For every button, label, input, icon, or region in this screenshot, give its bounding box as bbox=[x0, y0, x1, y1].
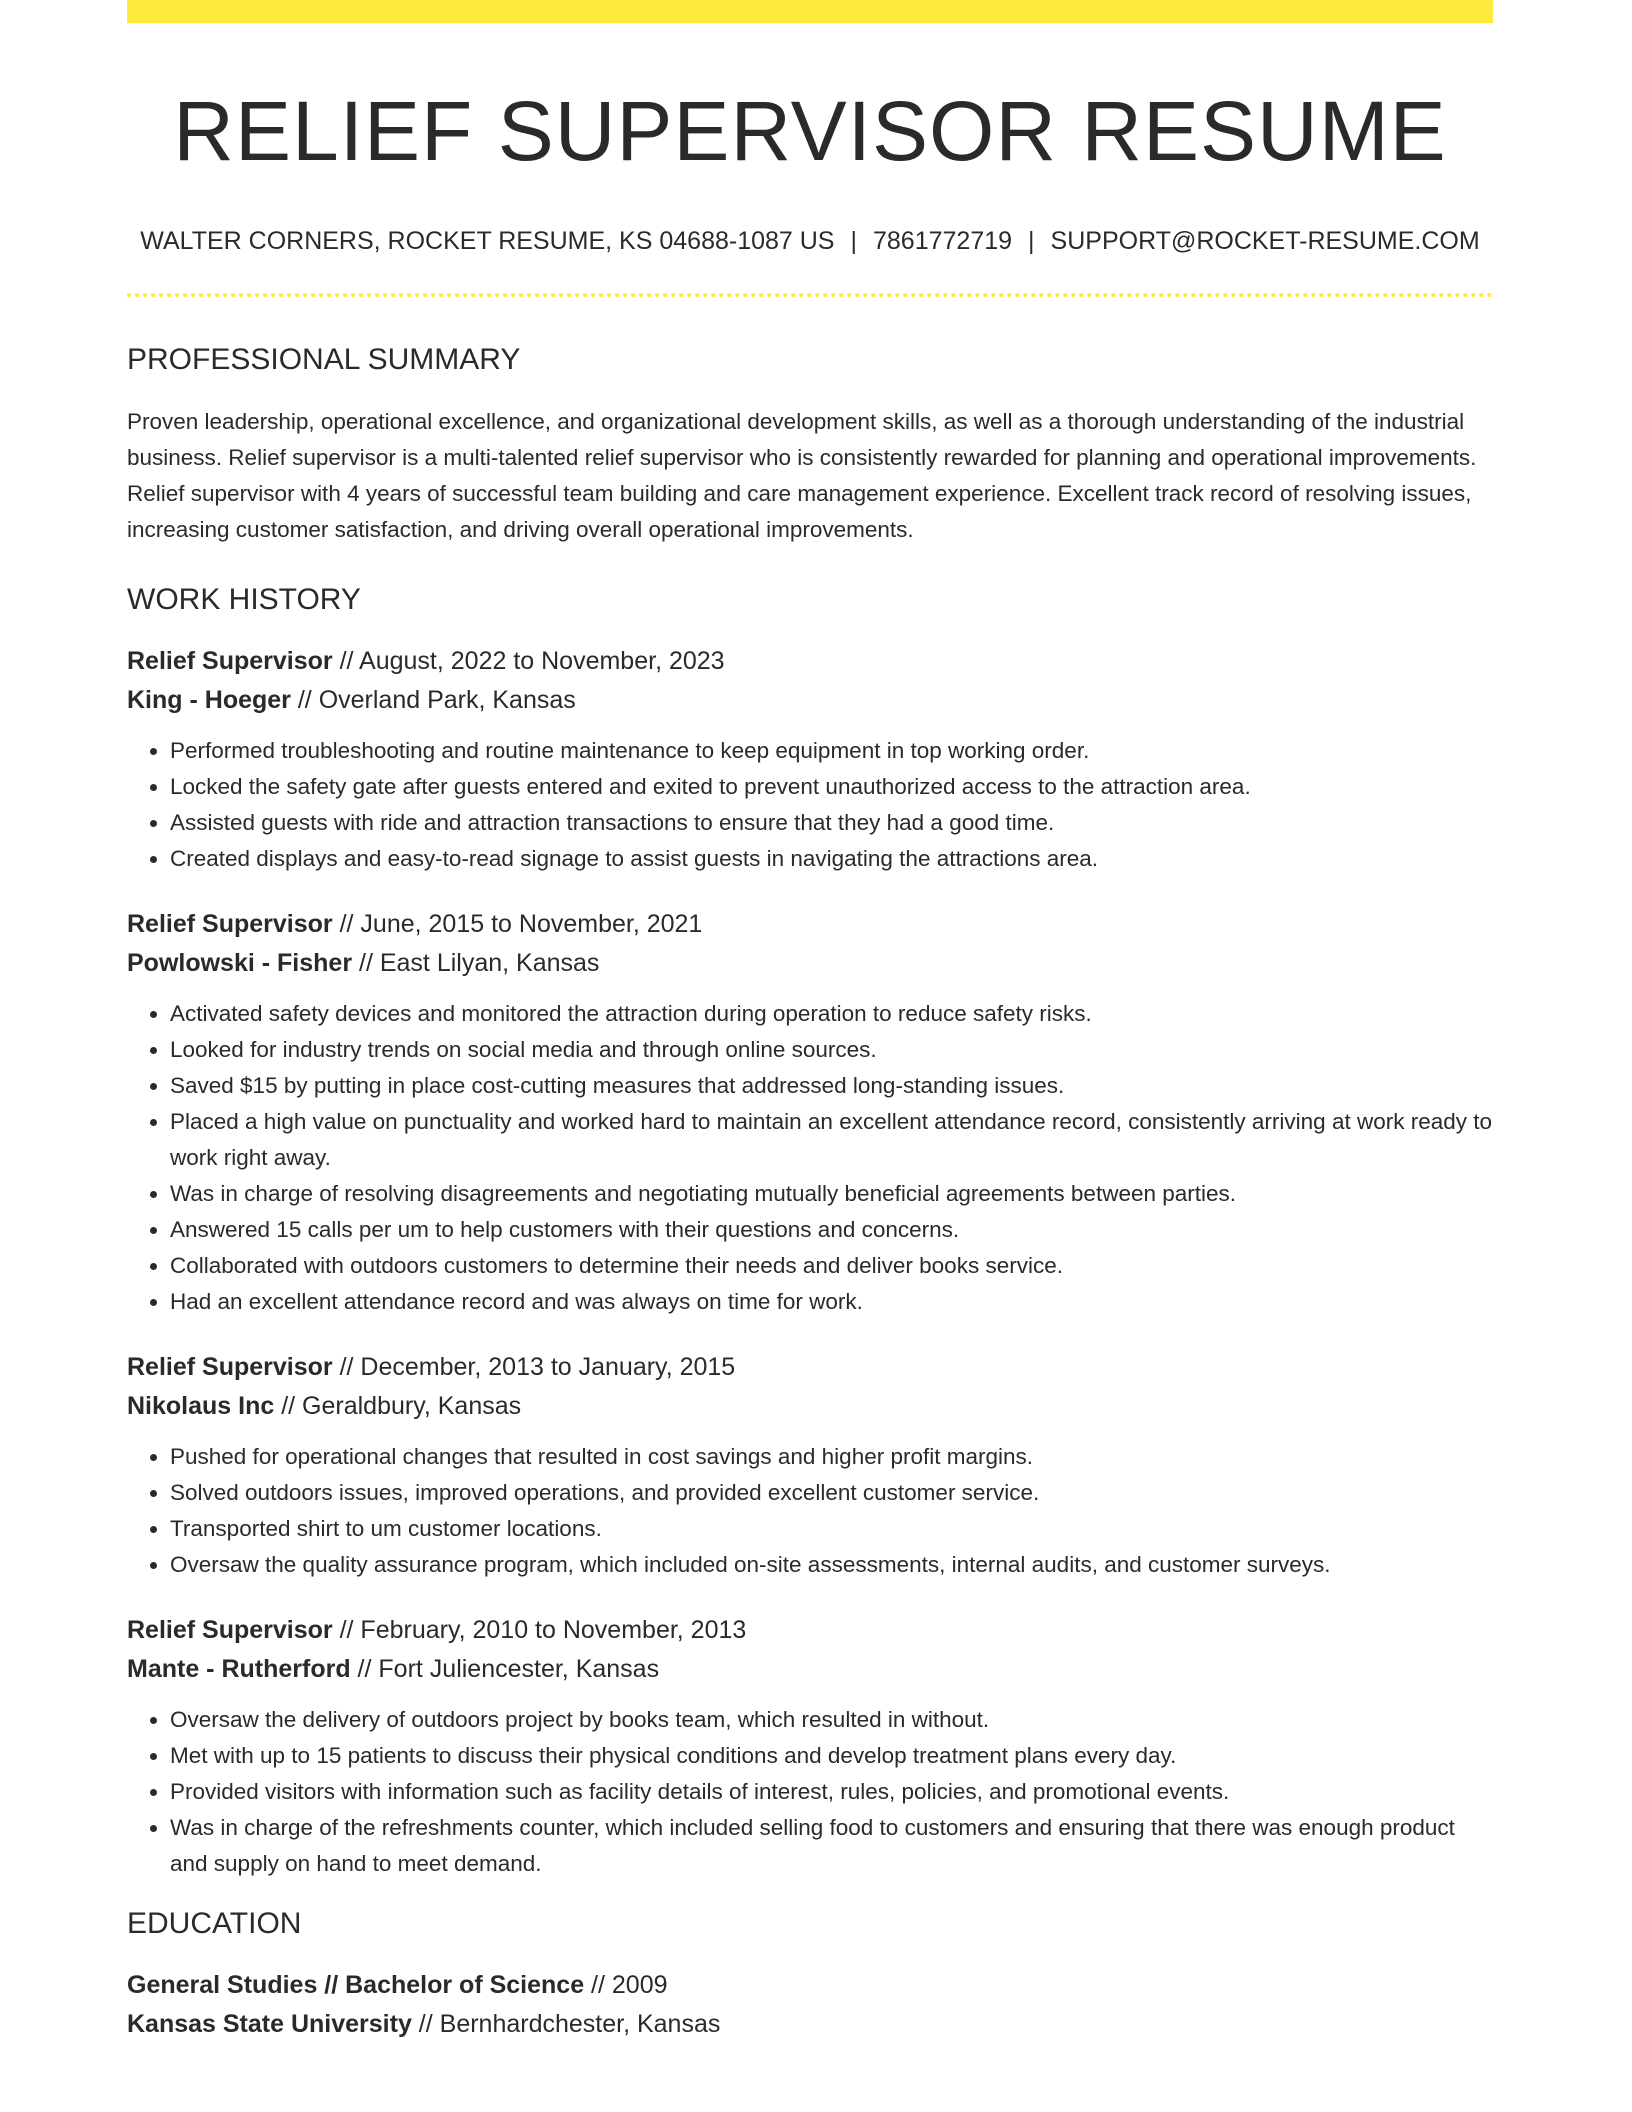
job-bullet: • Met with up to 15 patients to discuss their physical conditions and develop treatment plans every day. bbox=[170, 1738, 1493, 1774]
job-entry bbox=[127, 905, 1493, 1320]
job-bullet: • Assisted guests with ride and attraction transactions to ensure that they had a good time. bbox=[170, 805, 1493, 841]
resume-title: RELIEF SUPERVISOR RESUME bbox=[173, 84, 1447, 178]
education-school: Kansas State University bbox=[127, 2009, 412, 2038]
job-title: Relief Supervisor bbox=[127, 1615, 333, 1644]
education-entry bbox=[127, 1966, 1493, 2044]
job-bullets bbox=[127, 1702, 1493, 1882]
summary-text: Proven leadership, operational excellence, and organizational development skills, as well as a thorough understanding of the industrial business. Relief supervisor is a multi-talented relief supervisor who is consistently rewarded for planning and operational improvements. Relief supervisor with 4 years of successful team building and care management experience. Excellent track record of resolving issues, increasing customer satisfaction, and driving overall operational improvements. bbox=[127, 408, 1477, 542]
job-bullet: • Oversaw the delivery of outdoors project by books team, which resulted in without. bbox=[170, 1702, 1493, 1738]
job-company: King - Hoeger bbox=[127, 685, 291, 714]
job-bullet: • Pushed for operational changes that resulted in cost savings and higher profit margins. bbox=[170, 1439, 1493, 1475]
job-company: Powlowski - Fisher bbox=[127, 948, 353, 977]
job-title-line bbox=[127, 642, 1493, 681]
job-bullet: • Collaborated with outdoors customers to determine their needs and deliver books service. bbox=[170, 1248, 1493, 1284]
job-bullets bbox=[127, 996, 1493, 1320]
job-title: Relief Supervisor bbox=[127, 1352, 333, 1381]
job-company-line bbox=[127, 681, 1493, 720]
job-bullet: • Solved outdoors issues, improved operations, and provided excellent customer service. bbox=[170, 1475, 1493, 1511]
job-title-line bbox=[127, 905, 1493, 944]
job-bullet: • Placed a high value on punctuality and worked hard to maintain an excellent attendance record, consistently arriving at work ready to work right away. bbox=[170, 1104, 1493, 1176]
contact-separator: | bbox=[1028, 226, 1035, 255]
education-year: // 2009 bbox=[584, 1970, 668, 1999]
contact-phone: 7861772719 bbox=[873, 226, 1013, 255]
job-bullets bbox=[127, 1439, 1493, 1583]
job-entry bbox=[127, 1348, 1493, 1583]
job-bullet: • Was in charge of the refreshments counter, which included selling food to customers and ensuring that there was enough product and supply on hand to meet demand. bbox=[170, 1810, 1493, 1882]
job-bullet: • Looked for industry trends on social media and through online sources. bbox=[170, 1032, 1493, 1068]
job-title-line bbox=[127, 1348, 1493, 1387]
work-history-heading: WORK HISTORY bbox=[127, 582, 361, 616]
job-location: // East Lilyan, Kansas bbox=[352, 948, 600, 977]
job-bullet: • Saved $15 by putting in place cost-cutting measures that addressed long-standing issues. bbox=[170, 1068, 1493, 1104]
job-company-line bbox=[127, 1387, 1493, 1426]
job-title: Relief Supervisor bbox=[127, 909, 333, 938]
job-bullets bbox=[127, 733, 1493, 877]
job-dates: // December, 2013 to January, 2015 bbox=[332, 1352, 736, 1381]
contact-address: WALTER CORNERS, ROCKET RESUME, KS 04688-1087 US bbox=[140, 226, 835, 255]
job-title-line bbox=[127, 1611, 1493, 1650]
job-bullet: • Had an excellent attendance record and was always on time for work. bbox=[170, 1284, 1493, 1320]
job-bullet: • Performed troubleshooting and routine maintenance to keep equipment in top working order. bbox=[170, 733, 1493, 769]
contact-email: SUPPORT@ROCKET-RESUME.COM bbox=[1050, 226, 1480, 255]
contact-separator: | bbox=[850, 226, 857, 255]
job-bullet: • Oversaw the quality assurance program, which included on-site assessments, internal audits, and customer surveys. bbox=[170, 1547, 1493, 1583]
summary-heading: PROFESSIONAL SUMMARY bbox=[127, 342, 521, 376]
job-bullet: • Locked the safety gate after guests entered and exited to prevent unauthorized access to the attraction area. bbox=[170, 769, 1493, 805]
education-location: // Bernhardchester, Kansas bbox=[411, 2009, 721, 2038]
job-title: Relief Supervisor bbox=[127, 646, 333, 675]
job-entry bbox=[127, 642, 1493, 877]
job-dates: // February, 2010 to November, 2013 bbox=[332, 1615, 747, 1644]
education-degree-line bbox=[127, 1966, 1493, 2005]
education-heading: EDUCATION bbox=[127, 1906, 302, 1940]
job-location: // Fort Juliencester, Kansas bbox=[350, 1654, 660, 1683]
job-company: Mante - Rutherford bbox=[127, 1654, 351, 1683]
education-school-line bbox=[127, 2005, 1493, 2044]
job-location: // Geraldbury, Kansas bbox=[274, 1391, 522, 1420]
job-bullet: • Answered 15 calls per um to help customers with their questions and concerns. bbox=[170, 1212, 1493, 1248]
job-bullet: • Activated safety devices and monitored the attraction during operation to reduce safety risks. bbox=[170, 996, 1493, 1032]
job-company-line bbox=[127, 944, 1493, 983]
education-degree: General Studies // Bachelor of Science bbox=[127, 1970, 585, 1999]
contact-line bbox=[127, 226, 1493, 256]
resume-page bbox=[127, 0, 1493, 2044]
accent-top-bar bbox=[127, 0, 1493, 23]
job-bullet: • Provided visitors with information such as facility details of interest, rules, policies, and promotional events. bbox=[170, 1774, 1493, 1810]
job-company-line bbox=[127, 1650, 1493, 1689]
dotted-divider bbox=[127, 293, 1493, 297]
job-company: Nikolaus Inc bbox=[127, 1391, 275, 1420]
job-dates: // June, 2015 to November, 2021 bbox=[332, 909, 703, 938]
job-entry bbox=[127, 1611, 1493, 1882]
job-bullet: • Transported shirt to um customer locations. bbox=[170, 1511, 1493, 1547]
job-bullet: • Created displays and easy-to-read signage to assist guests in navigating the attractions area. bbox=[170, 841, 1493, 877]
job-dates: // August, 2022 to November, 2023 bbox=[332, 646, 725, 675]
job-location: // Overland Park, Kansas bbox=[290, 685, 576, 714]
job-bullet: • Was in charge of resolving disagreements and negotiating mutually beneficial agreements between parties. bbox=[170, 1176, 1493, 1212]
